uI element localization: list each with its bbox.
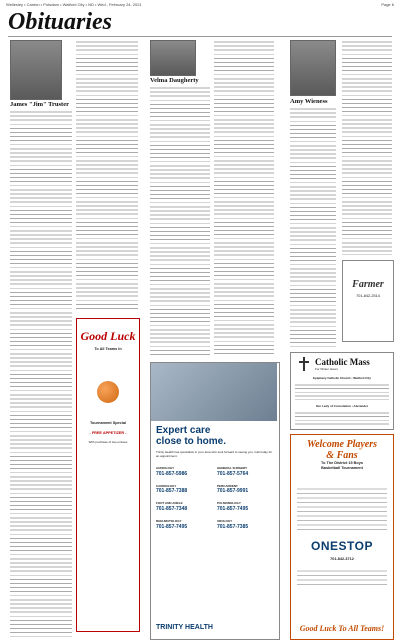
trinity-dept: PULMONOLOGY 701-857-7495 — [217, 501, 249, 513]
trinity-dept: FOOT AND ANKLE 701-857-7348 — [156, 501, 188, 513]
goodluck-line5: With purchase of two entrees — [88, 440, 128, 444]
trinity-headline2: close to home. — [156, 436, 227, 447]
obit-text-amy-col2 — [342, 40, 392, 255]
obit-text-velma-col2 — [214, 40, 274, 356]
mass-sub: For Winter Hours — [315, 367, 338, 371]
obit-text-velma-col1 — [150, 86, 210, 356]
farmer-phone: 701-842-2514 — [356, 294, 380, 298]
mass-title: Catholic Mass — [315, 357, 370, 367]
welcome-line2: & Fans — [326, 450, 358, 461]
onestop-address-lines — [297, 569, 387, 585]
ad-catholic-mass — [290, 352, 394, 430]
trinity-headline1: Expert care — [156, 425, 211, 436]
obit-name-amy: Amy Wieness — [290, 98, 328, 105]
ad-good-luck — [76, 318, 140, 632]
goodluck-line1: Good Luck — [80, 329, 136, 343]
mass-church1: Epiphany Catholic Church • Watford City — [313, 376, 371, 380]
title-rule — [8, 36, 392, 37]
trinity-dept: PERCARDENT 701-857-9991 — [217, 483, 249, 495]
trinity-dept: CARDIOLOGY 701-857-7388 — [156, 483, 188, 495]
page-header — [6, 2, 394, 7]
obit-name-james: James "Jim" Truster — [10, 101, 69, 108]
onestop-logo: ONESTOP — [311, 539, 373, 553]
ad-farmer — [342, 260, 394, 342]
obit-text-james-col1 — [10, 110, 72, 640]
page-number: Page 6 — [381, 2, 394, 7]
section-title: Obituaries — [8, 9, 113, 35]
welcome-line3: To The District 15 Boys — [321, 461, 363, 465]
trinity-dept-list — [156, 467, 274, 530]
trinity-dept: GENERAL SURGERY 701-857-5764 — [217, 466, 249, 477]
farmer-name: Farmer — [352, 279, 384, 290]
obit-name-velma: Velma Daugherty — [150, 77, 199, 84]
mass-times-1 — [295, 383, 389, 401]
mass-church2: Our Lady of Consolation • Alexander — [315, 404, 369, 408]
trinity-dept: RHEUMATOLOGY 701-857-7495 — [156, 519, 188, 530]
photo-james — [10, 40, 62, 100]
basketball-icon — [97, 381, 119, 403]
trinity-sub: Trinity Health has specialists in your area who look forward to seeing you. Call today for an appointment. — [156, 450, 273, 458]
onestop-phone: 701-842-3712 — [330, 557, 354, 561]
photo-amy — [290, 40, 336, 96]
photo-velma — [150, 40, 196, 76]
welcome-line5: Good Luck To All Teams! — [299, 624, 385, 633]
goodluck-line3: Tournament Special — [89, 421, 126, 425]
mass-times-2 — [295, 411, 389, 425]
obit-text-james-col2 — [76, 40, 138, 310]
goodluck-line2: To All Teams In — [94, 347, 122, 351]
cross-icon — [299, 357, 309, 371]
trinity-dept: UROLOGY 701-857-7385 — [217, 519, 249, 530]
obit-text-amy-col1 — [290, 107, 336, 347]
trinity-dept: AUDIOLOGY 701-857-5986 — [156, 466, 188, 477]
header-dateline: Wellesley • Canton • Potsdam • Watford City • ND • Wed., February 24, 2021 — [6, 2, 142, 7]
welcome-line4: Basketball Tournament — [321, 465, 363, 470]
ad-welcome-players — [290, 434, 394, 640]
ad-trinity-health — [150, 362, 280, 640]
welcome-text-lines — [297, 487, 387, 531]
trinity-photo — [151, 363, 277, 421]
goodluck-line4: - FREE APPETIZER - — [89, 431, 127, 435]
welcome-line1: Welcome Players — [306, 439, 378, 450]
trinity-brand: TRINITY HEALTH — [156, 624, 213, 631]
